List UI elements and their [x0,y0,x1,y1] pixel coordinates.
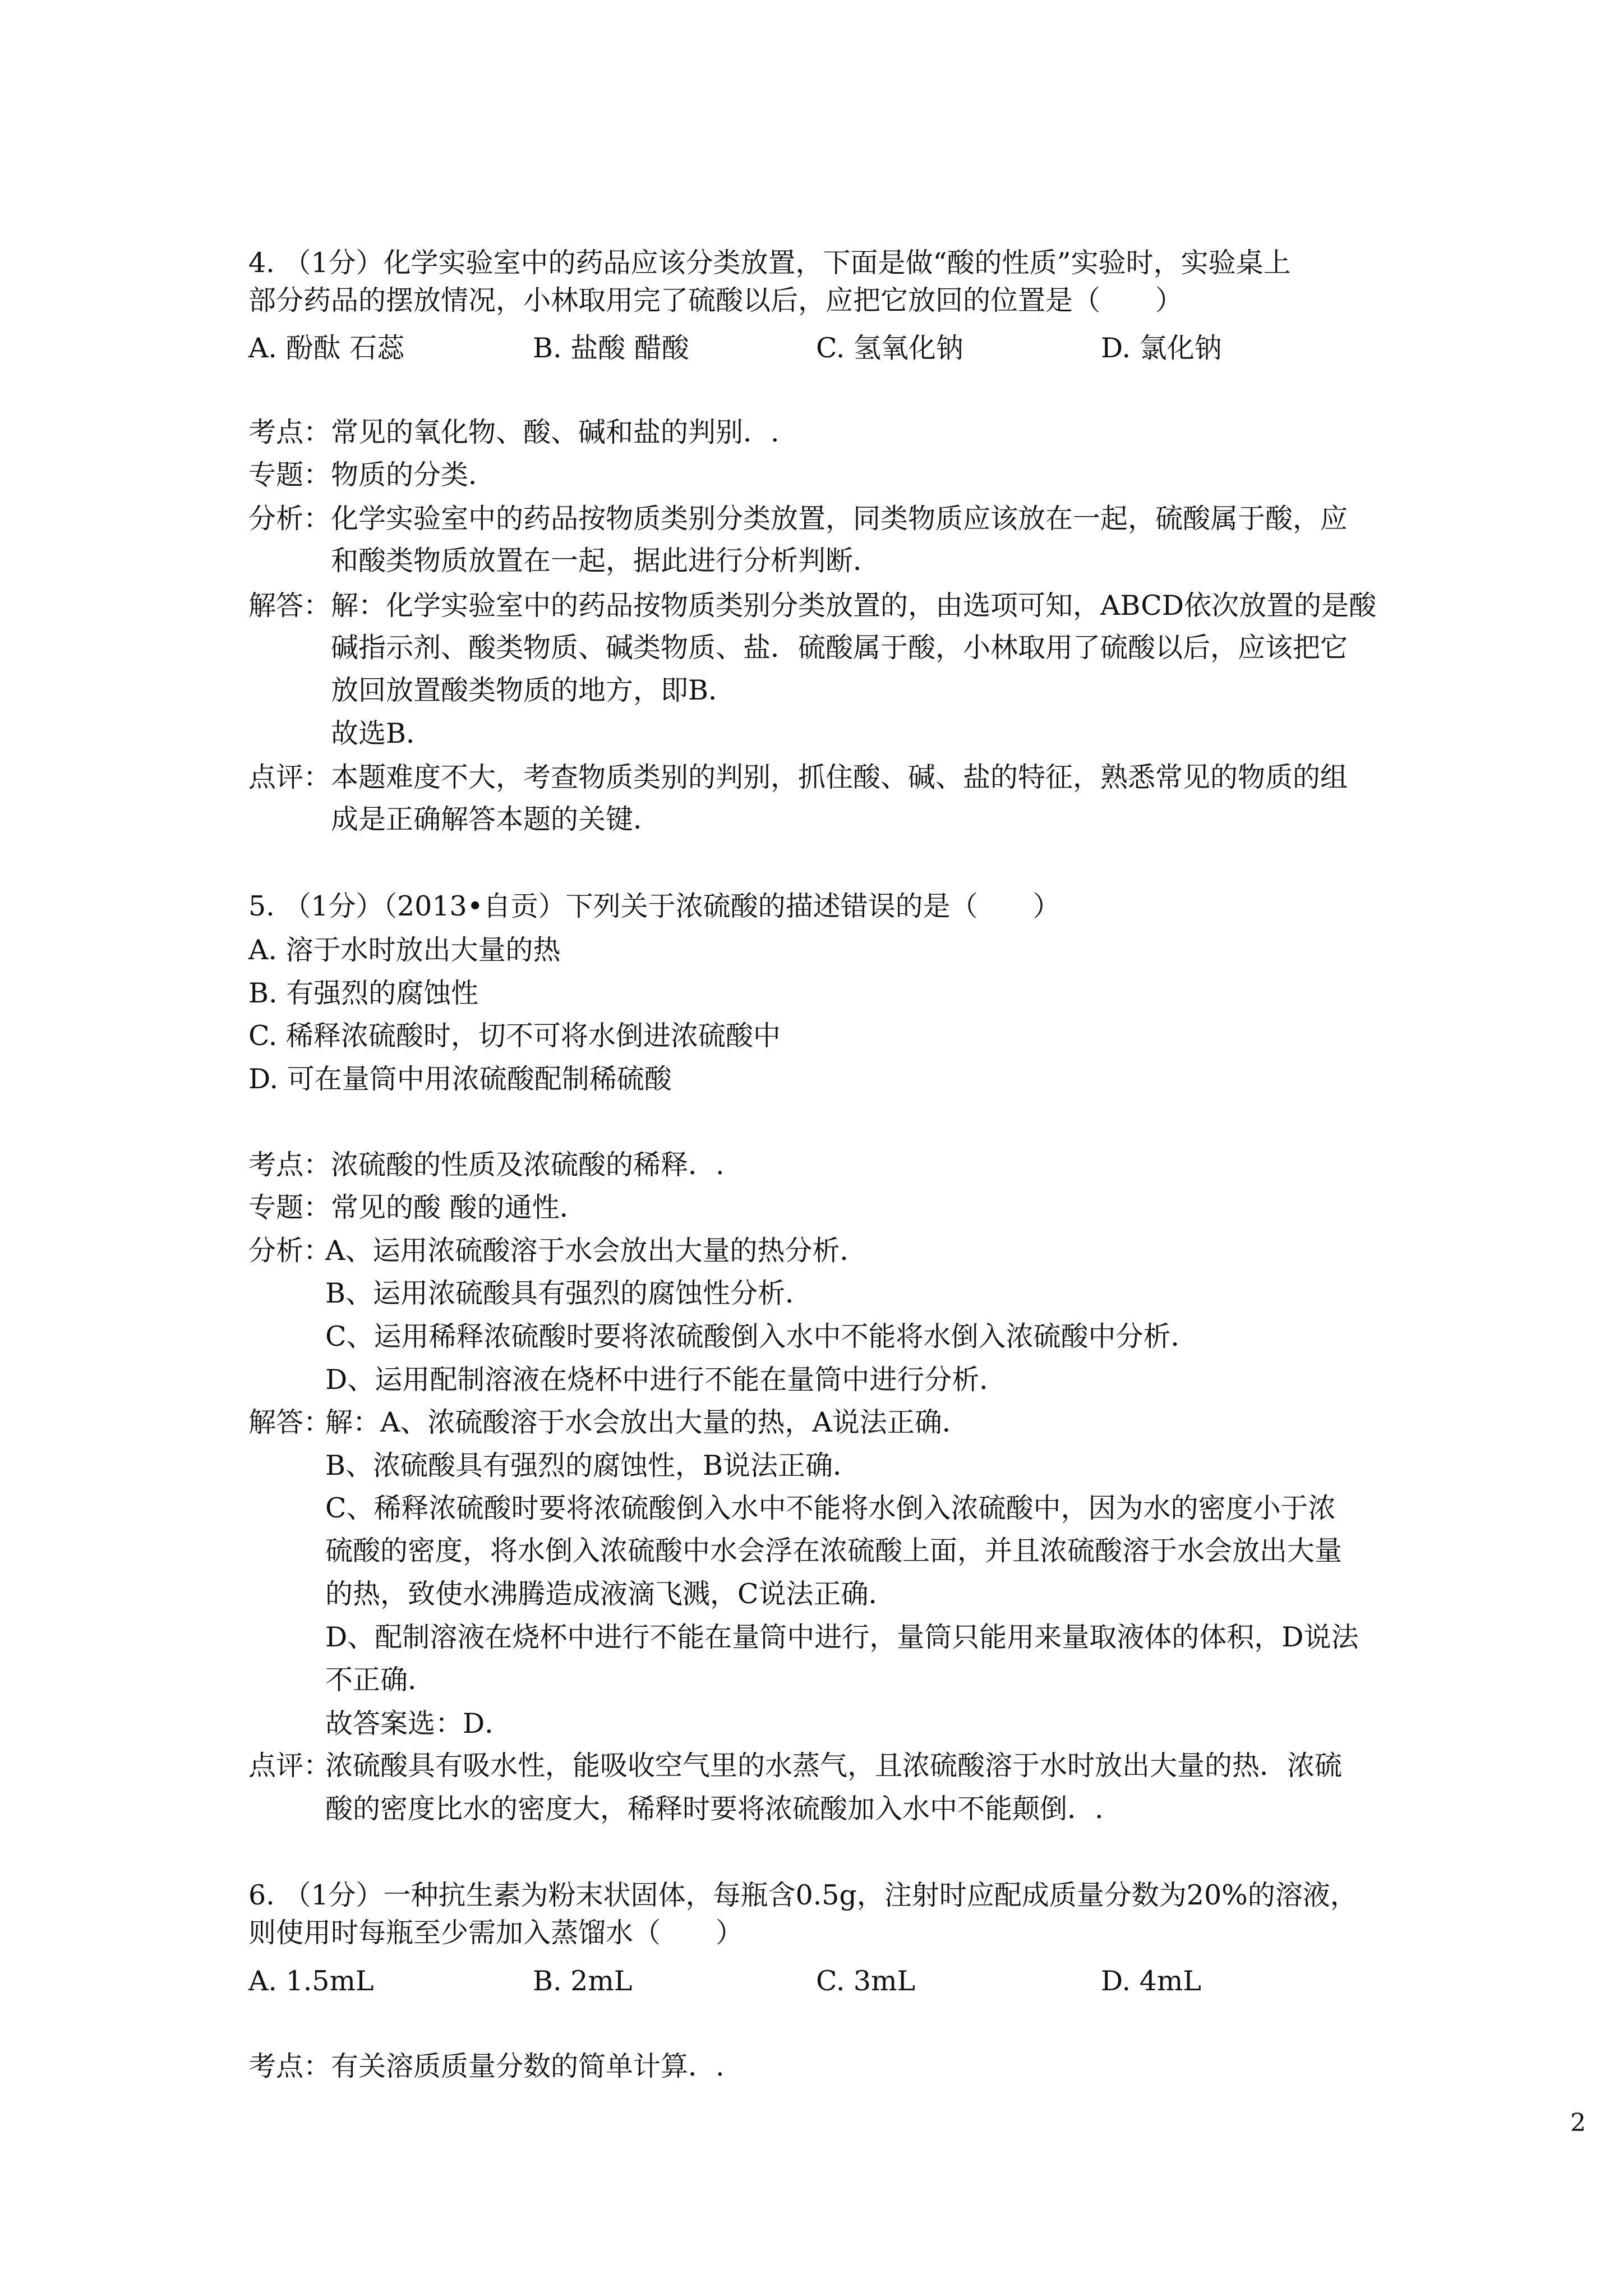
q5-zhuanti-text: 常见的酸 酸的通性． [331,1191,587,1223]
q5-jieda-line7: 不正确． [325,1664,436,1696]
q4-kaodian-text: 常见的氧化物、酸、碱和盐的判别．. [331,416,780,448]
q4-jieda-line2: 碱指示剂、酸类物质、碱类物质、盐．硫酸属于酸，小林取用了硫酸以后，应该把它 [331,632,1348,664]
q4-jieda-line4: 故选B． [331,717,434,749]
q6-option-d: D. 4mL [1101,1965,1201,1997]
q4-dianping-label: 点评： [248,761,331,793]
q4-dianping-line2: 成是正确解答本题的关键． [331,803,661,835]
q4-fenxi-label: 分析： [248,503,331,535]
q5-fenxi-line1: A、运用浓硫酸溶于水会放出大量的热分析． [325,1235,868,1267]
q6-stem-line1: 6. （1分）一种抗生素为粉末状固体，每瓶含0.5g，注射时应配成质量分数为20%的溶液， [248,1879,1358,1911]
q5-option-a: A. 溶于水时放出大量的热 [248,934,561,966]
q4-option-a: A. 酚酞 石蕊 [248,332,405,364]
q5-jieda-line5: 的热，致使水沸腾造成液滴飞溅，C说法正确． [325,1578,896,1610]
q4-fenxi-line1: 化学实验室中的药品按物质类别分类放置，同类物质应该放在一起，硫酸属于酸，应 [331,503,1348,535]
q4-jieda-line3: 放回放置酸类物质的地方，即B． [331,674,736,706]
q4-zhuanti-text: 物质的分类． [331,459,496,491]
q5-option-c: C. 稀释浓硫酸时，切不可将水倒进浓硫酸中 [248,1020,781,1052]
q4-zhuanti-label: 专题： [248,459,331,491]
q6-option-b: B. 2mL [533,1965,633,1997]
q4-option-d: D. 氯化钠 [1101,332,1222,364]
q5-fenxi-line2: B、运用浓硫酸具有强烈的腐蚀性分析． [325,1277,813,1309]
q5-jieda-line8: 故答案选：D． [325,1708,513,1740]
q5-jieda-line1: 解：A、浓硫酸溶于水会放出大量的热，A说法正确． [325,1406,970,1438]
q5-fenxi-line3: C、运用稀释浓硫酸时要将浓硫酸倒入水中不能将水倒入浓硫酸中分析． [325,1320,1198,1352]
q4-kaodian-label: 考点： [248,416,331,448]
q5-stem-line1: 5. （1分）（2013•自贡）下列关于浓硫酸的描述错误的是（ ） [248,890,1061,922]
q5-jieda-line3: C、稀释浓硫酸时要将浓硫酸倒入水中不能将水倒入浓硫酸中，因为水的密度小于浓 [325,1492,1336,1524]
q4-stem-line1: 4. （1分）化学实验室中的药品应该分类放置，下面是做“酸的性质”实验时，实验桌上 [248,247,1291,279]
q5-dianping-line1: 浓硫酸具有吸水性，能吸收空气里的水蒸气，且浓硫酸溶于水时放出大量的热．浓硫 [325,1750,1343,1782]
q4-jieda-label: 解答： [248,590,331,622]
q5-kaodian-label: 考点： [248,1149,331,1181]
page-number: 2 [1570,2109,1586,2137]
q5-zhuanti-label: 专题： [248,1191,331,1223]
q4-option-b: B. 盐酸 醋酸 [533,332,689,364]
q5-option-b: B. 有强烈的腐蚀性 [248,977,479,1009]
q6-option-a: A. 1.5mL [248,1965,374,1997]
q4-jieda-line1: 解：化学实验室中的药品按物质类别分类放置的，由选项可知，ABCD依次放置的是酸 [331,590,1377,622]
q5-jieda-line4: 硫酸的密度，将水倒入浓硫酸中水会浮在浓硫酸上面，并且浓硫酸溶于水会放出大量 [325,1535,1343,1567]
q4-option-c: C. 氢氧化钠 [816,332,963,364]
q5-dianping-line2: 酸的密度比水的密度大，稀释时要将浓硫酸加入水中不能颠倒．. [325,1793,1104,1825]
q4-dianping-line1: 本题难度不大，考查物质类别的判别，抓住酸、碱、盐的特征，熟悉常见的物质的组 [331,761,1348,793]
q6-kaodian-text: 有关溶质质量分数的简单计算．. [331,2050,725,2082]
q5-option-d: D. 可在量筒中用浓硫酸配制稀硫酸 [248,1063,672,1095]
q4-stem-line2: 部分药品的摆放情况，小林取用完了硫酸以后，应把它放回的位置是（ ） [248,284,1183,316]
q5-kaodian-text: 浓硫酸的性质及浓硫酸的稀释．. [331,1149,725,1181]
q4-fenxi-line2: 和酸类物质放置在一起，据此进行分析判断． [331,545,881,577]
q6-kaodian-label: 考点： [248,2050,331,2082]
q5-fenxi-label: 分析： [248,1235,331,1267]
q6-option-c: C. 3mL [816,1965,916,1997]
q5-dianping-label: 点评： [248,1750,331,1782]
q6-stem-line2: 则使用时每瓶至少需加入蒸馏水（ ） [248,1917,744,1949]
q5-jieda-line2: B、浓硫酸具有强烈的腐蚀性，B说法正确． [325,1450,861,1481]
q5-jieda-label: 解答： [248,1406,331,1438]
q5-jieda-line6: D、配制溶液在烧杯中进行不能在量筒中进行，量筒只能用来量取液体的体积，D说法 [325,1621,1359,1653]
q5-fenxi-line4: D、运用配制溶液在烧杯中进行不能在量筒中进行分析． [325,1364,1007,1396]
